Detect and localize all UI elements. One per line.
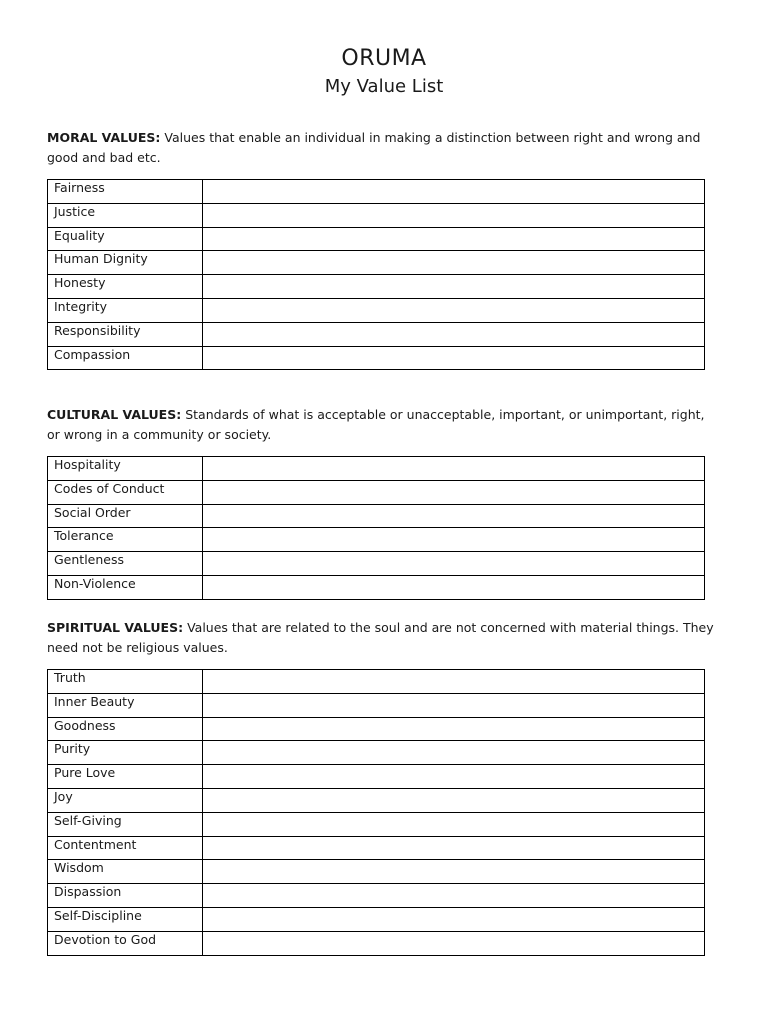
table-row <box>48 788 705 812</box>
moral-values-text: Values that enable an individual in making a distinction between right and wrong and good and bad etc. <box>47 130 701 165</box>
value-entry-field[interactable] <box>203 717 705 741</box>
table-row <box>48 860 705 884</box>
table-row <box>48 575 705 599</box>
page-title: ORUMA <box>341 46 427 71</box>
table-row <box>48 907 705 931</box>
table-row <box>48 203 705 227</box>
value-entry-field[interactable] <box>203 528 705 552</box>
table-row <box>48 227 705 251</box>
cultural-values-label: CULTURAL VALUES: <box>47 407 182 422</box>
table-row <box>48 504 705 528</box>
spiritual-values-description <box>47 618 717 658</box>
value-name-cell: Self-Discipline <box>48 907 203 931</box>
value-name-cell: Truth <box>48 670 203 694</box>
value-entry-field[interactable] <box>203 457 705 481</box>
table-row <box>48 717 705 741</box>
value-entry-field[interactable] <box>203 552 705 576</box>
table-row <box>48 346 705 370</box>
value-entry-field[interactable] <box>203 884 705 908</box>
value-name-cell: Gentleness <box>48 552 203 576</box>
value-entry-field[interactable] <box>203 788 705 812</box>
table-row <box>48 931 705 955</box>
table-row <box>48 322 705 346</box>
value-name-cell: Honesty <box>48 275 203 299</box>
value-name-cell: Goodness <box>48 717 203 741</box>
value-entry-field[interactable] <box>203 227 705 251</box>
value-entry-field[interactable] <box>203 836 705 860</box>
value-name-cell: Justice <box>48 203 203 227</box>
value-entry-field[interactable] <box>203 275 705 299</box>
cultural-values-table <box>47 456 705 600</box>
table-row <box>48 528 705 552</box>
table-row <box>48 480 705 504</box>
value-name-cell: Purity <box>48 741 203 765</box>
value-name-cell: Tolerance <box>48 528 203 552</box>
cultural-values-description <box>47 405 717 445</box>
value-entry-field[interactable] <box>203 765 705 789</box>
value-name-cell: Dispassion <box>48 884 203 908</box>
table-row <box>48 765 705 789</box>
value-entry-field[interactable] <box>203 346 705 370</box>
table-row <box>48 275 705 299</box>
table-row <box>48 741 705 765</box>
value-entry-field[interactable] <box>203 693 705 717</box>
value-name-cell: Contentment <box>48 836 203 860</box>
table-row <box>48 884 705 908</box>
value-entry-field[interactable] <box>203 741 705 765</box>
value-entry-field[interactable] <box>203 322 705 346</box>
value-name-cell: Responsibility <box>48 322 203 346</box>
value-entry-field[interactable] <box>203 670 705 694</box>
table-row <box>48 251 705 275</box>
moral-values-label: MORAL VALUES: <box>47 130 161 145</box>
spiritual-values-table <box>47 669 705 956</box>
value-name-cell: Wisdom <box>48 860 203 884</box>
table-row <box>48 298 705 322</box>
value-entry-field[interactable] <box>203 575 705 599</box>
value-name-cell: Joy <box>48 788 203 812</box>
value-name-cell: Codes of Conduct <box>48 480 203 504</box>
moral-values-table <box>47 179 705 370</box>
table-row <box>48 457 705 481</box>
value-name-cell: Hospitality <box>48 457 203 481</box>
value-name-cell: Integrity <box>48 298 203 322</box>
value-entry-field[interactable] <box>203 860 705 884</box>
table-row <box>48 836 705 860</box>
page-subtitle: My Value List <box>324 76 444 97</box>
value-entry-field[interactable] <box>203 203 705 227</box>
value-name-cell: Pure Love <box>48 765 203 789</box>
value-entry-field[interactable] <box>203 480 705 504</box>
value-entry-field[interactable] <box>203 251 705 275</box>
table-row <box>48 180 705 204</box>
value-name-cell: Fairness <box>48 180 203 204</box>
value-entry-field[interactable] <box>203 504 705 528</box>
table-row <box>48 552 705 576</box>
value-name-cell: Self-Giving <box>48 812 203 836</box>
value-name-cell: Social Order <box>48 504 203 528</box>
moral-values-description <box>47 128 717 168</box>
table-row <box>48 812 705 836</box>
value-name-cell: Equality <box>48 227 203 251</box>
value-name-cell: Inner Beauty <box>48 693 203 717</box>
value-entry-field[interactable] <box>203 180 705 204</box>
value-name-cell: Human Dignity <box>48 251 203 275</box>
value-entry-field[interactable] <box>203 298 705 322</box>
table-row <box>48 693 705 717</box>
table-row <box>48 670 705 694</box>
value-entry-field[interactable] <box>203 812 705 836</box>
value-entry-field[interactable] <box>203 907 705 931</box>
spiritual-values-label: SPIRITUAL VALUES: <box>47 620 184 635</box>
value-entry-field[interactable] <box>203 931 705 955</box>
value-name-cell: Compassion <box>48 346 203 370</box>
value-name-cell: Non-Violence <box>48 575 203 599</box>
value-name-cell: Devotion to God <box>48 931 203 955</box>
spiritual-values-text: Values that are related to the soul and are not concerned with material things. They need not be religious values. <box>47 620 714 655</box>
cultural-values-text: Standards of what is acceptable or unacceptable, important, or unimportant, right, or wrong in a community or society. <box>47 407 705 442</box>
